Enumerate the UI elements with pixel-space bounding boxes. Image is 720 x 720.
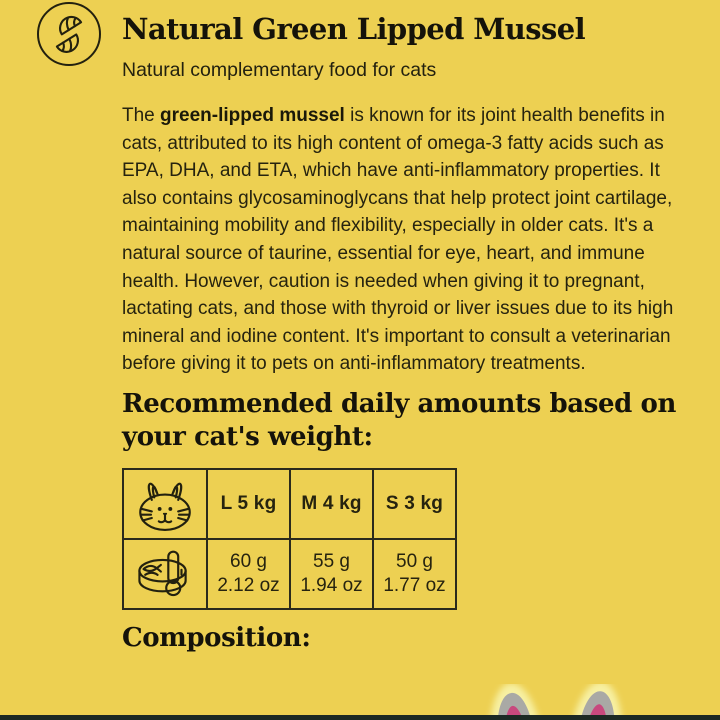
bottom-bar xyxy=(0,715,720,720)
food-can-icon xyxy=(123,539,207,609)
product-subtitle: Natural complementary food for cats xyxy=(122,59,437,81)
amount-grams: 50 g xyxy=(396,550,433,572)
amount-large xyxy=(207,539,290,609)
table-row-weights xyxy=(123,469,456,539)
cat-face-icon xyxy=(123,469,207,539)
description-bold-term: green-lipped mussel xyxy=(160,105,345,126)
weight-header-medium: M 4 kg xyxy=(290,469,373,539)
weight-header-small: S 3 kg xyxy=(373,469,456,539)
amount-ounces: 2.12 oz xyxy=(217,574,280,596)
amount-grams: 60 g xyxy=(230,550,267,572)
product-description xyxy=(122,102,678,378)
amount-ounces: 1.94 oz xyxy=(300,574,363,596)
feeding-table xyxy=(122,468,457,610)
description-lead: The xyxy=(122,105,161,126)
amount-medium xyxy=(290,539,373,609)
amount-grams: 55 g xyxy=(313,550,350,572)
product-title: Natural Green Lipped Mussel xyxy=(122,12,585,46)
amount-ounces: 1.77 oz xyxy=(383,574,446,596)
daily-amounts-heading: Recommended daily amounts based on your cat's weight: xyxy=(122,388,676,452)
amount-small xyxy=(373,539,456,609)
table-row-amounts xyxy=(123,539,456,609)
description-body: is known for its joint health benefits in cats, attributed to its high content of omega-3 fatty acids such as EPA, DHA, and ETA, which have anti-inflammatory properties. It also contains glycosaminoglycans that help protect joint cartilage, maintaining mobility and flexibility, especially in older cats. It's a natural source of taurine, essential for eye, heart, and immune health. However, caution is needed when giving it to pregnant, lactating cats, and those with thyroid or liver issues due to its high mineral and iodine content. It's important to consult a veterinarian before giving it to pets on anti-inflammatory treatments. xyxy=(122,105,674,375)
weight-header-large: L 5 kg xyxy=(207,469,290,539)
composition-heading: Composition: xyxy=(122,622,311,653)
